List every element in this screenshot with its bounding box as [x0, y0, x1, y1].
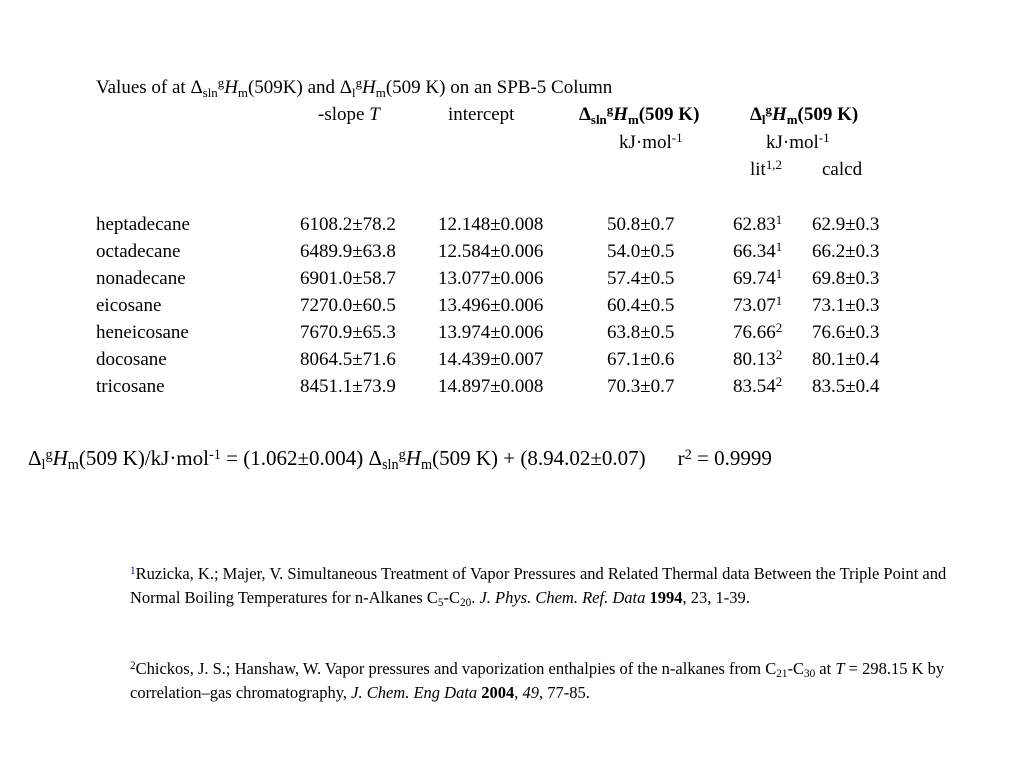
table-row [0, 268, 1000, 292]
header-intercept: intercept [448, 104, 515, 125]
caption-lead: Values of at [96, 77, 191, 98]
header-calcd: calcd [822, 159, 863, 180]
slope-value: 8064.5±71.6 [300, 349, 396, 370]
slope-value: 6901.0±58.7 [300, 268, 396, 289]
compound-name: heptadecane [96, 214, 190, 235]
sln-enthalpy-value: 70.3±0.7 [607, 376, 675, 397]
reference-1: $^1$Ruzicka, K.; Majer, V. Simultaneous Treatment of Vapor Pressures and Related Thermal data Between the Triple Point and Normal Boiling Temperatures for n-Alkanes $C_5-C_{20}$. J. Phys. Chem. Ref. Data 1994, 23, 1-39. [130, 564, 947, 610]
reference-2: $^2$Chickos, J. S.; Hanshaw, W. Vapor pressures and vaporization enthalpies of the n-alkanes from $C_{21}-C_{30}$ at T = 298.15 K by correlation–gas chromatography, J. Chem. Eng Data 2004, 49, 77-85. [130, 659, 945, 702]
lit-value: 66.34$^1$ [733, 239, 783, 262]
calcd-value: 76.6±0.3 [812, 322, 880, 343]
calcd-value: 62.9±0.3 [812, 214, 880, 235]
compound-name: nonadecane [96, 268, 186, 289]
compound-name: octadecane [96, 241, 181, 262]
header-sln-enthalpy: $\Delta_{sln}^gH_m(509$ K) [579, 102, 700, 127]
compound-name: eicosane [96, 295, 162, 316]
table-row [0, 241, 1000, 265]
journal-name: J. Phys. Chem. Ref. Data [479, 588, 646, 607]
slope-value: 6108.2±78.2 [300, 214, 396, 235]
reference-number: 2 [130, 659, 136, 672]
intercept-value: 13.974±0.006 [438, 322, 544, 343]
header-l-enthalpy: $\Delta_l^gH_m(509$ K) [750, 102, 859, 127]
r-squared: $r^2 = 0.9999$ [677, 446, 772, 470]
sln-enthalpy-value: 67.1±0.6 [607, 349, 675, 370]
intercept-value: 12.584±0.006 [438, 241, 544, 262]
lit-value: 80.13$^2$ [733, 347, 783, 370]
lit-value: 69.74$^1$ [733, 266, 783, 289]
table-row [0, 376, 1000, 400]
table-caption: Values of at $\Delta_{sln}^gH_m(509K)$ and $\Delta_l^gH_m(509$ K) on an SPB-5 Column [96, 75, 613, 100]
slope-value: 7270.0±60.5 [300, 295, 396, 316]
compound-name: docosane [96, 349, 167, 370]
slope-value: 6489.9±63.8 [300, 241, 396, 262]
header-slope: -slope T [318, 104, 380, 125]
table-row [0, 295, 1000, 319]
sln-enthalpy-value: 54.0±0.5 [607, 241, 675, 262]
table-row [0, 349, 1000, 373]
calcd-value: 80.1±0.4 [812, 349, 880, 370]
header-unit-sln: kJ·mol$^{-1}$ [619, 130, 683, 153]
compound-name: tricosane [96, 376, 165, 397]
intercept-value: 14.439±0.007 [438, 349, 544, 370]
slope-value: 7670.9±65.3 [300, 322, 396, 343]
lit-value: 76.66$^2$ [733, 320, 783, 343]
header-unit-l: kJ·mol$^{-1}$ [766, 130, 830, 153]
lit-value: 62.83$^1$ [733, 212, 783, 235]
compound-name: heneicosane [96, 322, 189, 343]
table-row [0, 214, 1000, 238]
reference-number: 1 [130, 564, 136, 577]
sln-enthalpy-value: 50.8±0.7 [607, 214, 675, 235]
table-row [0, 322, 1000, 346]
header-lit: lit$^{1,2}$ [750, 157, 782, 180]
intercept-value: 13.077±0.006 [438, 268, 544, 289]
journal-name: J. Chem. Eng Data [351, 683, 478, 702]
correlation-equation: $\Delta_l^gH_m(509$ K)/kJ·mol$^{-1}$ = (1.062±0.004) $\Delta_{sln}^gH_m(509$ K) + (8.94.02±0.07) $r^2 = 0.9999$ [28, 446, 772, 474]
sln-enthalpy-value: 57.4±0.5 [607, 268, 675, 289]
slope-value: 8451.1±73.9 [300, 376, 396, 397]
lit-value: 73.07$^1$ [733, 293, 783, 316]
calcd-value: 73.1±0.3 [812, 295, 880, 316]
calcd-value: 83.5±0.4 [812, 376, 880, 397]
intercept-value: 13.496±0.006 [438, 295, 544, 316]
lit-value: 83.54$^2$ [733, 374, 783, 397]
calcd-value: 69.8±0.3 [812, 268, 880, 289]
intercept-value: 14.897±0.008 [438, 376, 544, 397]
sln-enthalpy-value: 60.4±0.5 [607, 295, 675, 316]
intercept-value: 12.148±0.008 [438, 214, 544, 235]
calcd-value: 66.2±0.3 [812, 241, 880, 262]
sln-enthalpy-value: 63.8±0.5 [607, 322, 675, 343]
